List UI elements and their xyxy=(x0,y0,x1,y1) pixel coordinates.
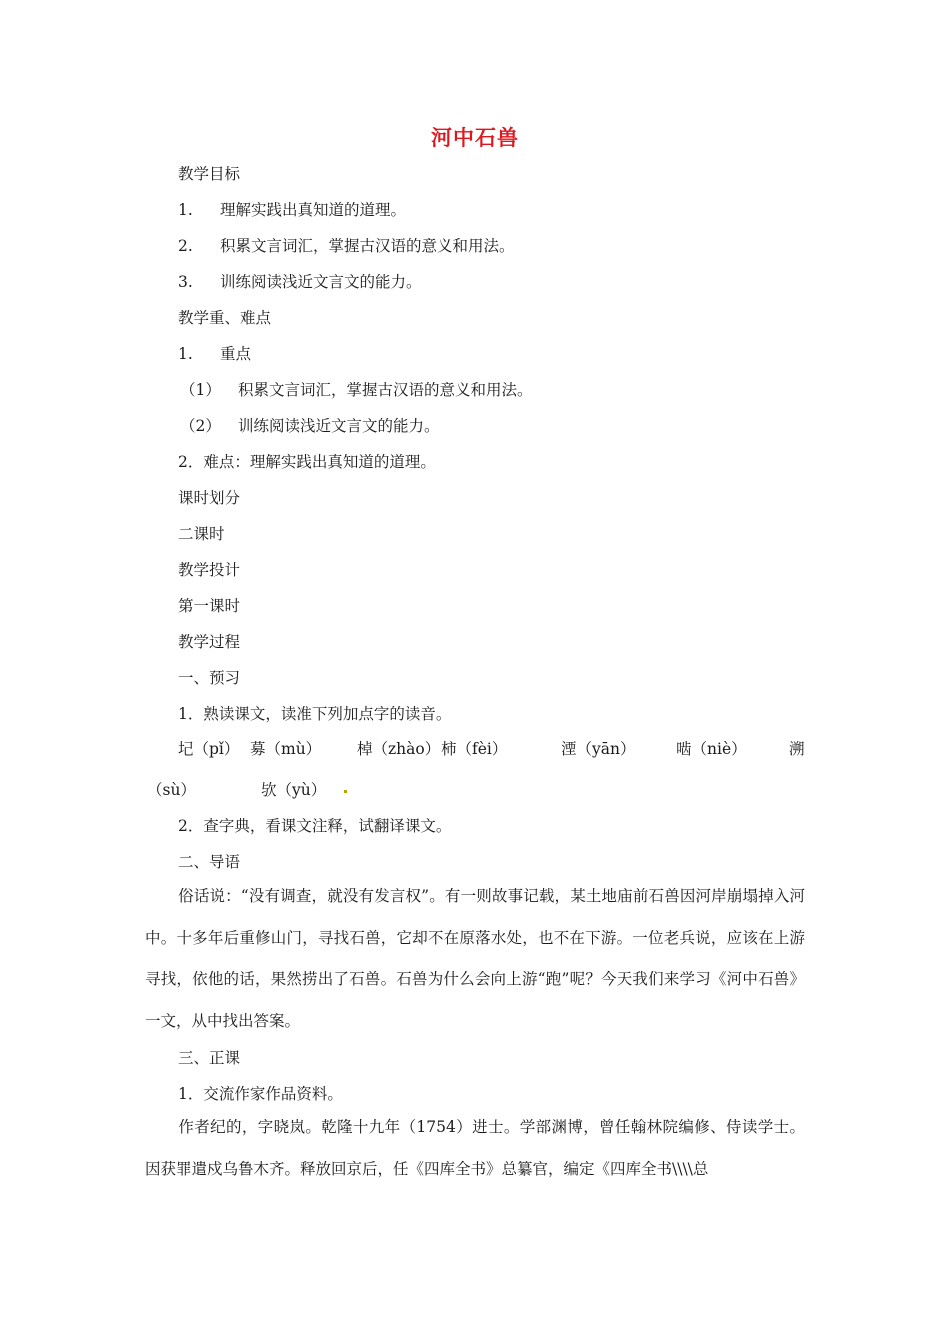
key-point-1 xyxy=(178,344,251,364)
section-teaching-goals: 教学目标 xyxy=(178,165,241,183)
pinyin-item xyxy=(261,780,349,800)
pinyin-item: 湮（yān） xyxy=(561,740,636,758)
goal-3-number: 3. xyxy=(178,273,193,291)
key-point-1b-number: （2） xyxy=(180,417,221,435)
section-period: 课时划分 xyxy=(178,489,241,507)
section-preview: 一、预习 xyxy=(178,669,241,687)
pinyin-item: （sù） xyxy=(147,781,196,799)
pinyin-item: 圮（pǐ） xyxy=(178,740,240,758)
pinyin-item-text: 欤（yù） xyxy=(261,781,327,799)
goal-1-text: 理解实践出真知道的道理。 xyxy=(220,201,407,219)
section-key-points: 教学重、难点 xyxy=(178,309,272,327)
difficult-point: 2．难点：理解实践出真知道的道理。 xyxy=(178,453,436,471)
document-title: 河中石兽 xyxy=(431,126,519,150)
pinyin-item: 溯 xyxy=(789,740,805,758)
period-count: 二课时 xyxy=(178,525,225,543)
introduction-paragraph xyxy=(145,876,805,1042)
goal-2-number: 2. xyxy=(178,237,193,255)
goal-3 xyxy=(178,272,422,292)
section-introduction: 二、导语 xyxy=(178,853,241,871)
process-heading: 教学过程 xyxy=(178,633,241,651)
section-design: 教学投计 xyxy=(178,561,241,579)
goal-2 xyxy=(178,236,515,256)
lesson-heading: 第一课时 xyxy=(178,597,241,615)
pinyin-item: 棹（zhào） xyxy=(357,740,441,758)
introduction-text: 俗话说：“没有调查，就没有发言权”。有一则故事记载，某土地庙前石兽因河岸崩塌掉入河中。十多年后重修山门，寻找石兽，它却不在原落水处，也不在下游。一位老兵说，应该在上游寻找，依他的话，果然捞出了石兽。石兽为什么会向上游“跑”呢？今天我们来学习《河中石兽》一文，从中找出答案。 xyxy=(145,887,805,1030)
author-paragraph xyxy=(145,1107,805,1190)
key-point-1b xyxy=(180,416,440,436)
goal-1-number: 1. xyxy=(178,201,193,219)
key-point-1a-number: （1） xyxy=(180,381,221,399)
pinyin-item: 啮（niè） xyxy=(676,740,747,758)
key-point-1a xyxy=(180,380,533,400)
key-point-1b-text: 训练阅读浅近文言文的能力。 xyxy=(238,417,440,435)
goal-1 xyxy=(178,200,406,220)
goal-3-text: 训练阅读浅近文言文的能力。 xyxy=(220,273,422,291)
preview-task-2: 2．查字典，看课文注释，试翻译课文。 xyxy=(178,817,452,835)
key-point-1-text: 重点 xyxy=(220,345,252,363)
key-point-1-number: 1. xyxy=(178,345,193,363)
goal-2-text: 积累文言词汇，掌握古汉语的意义和用法。 xyxy=(220,237,515,255)
key-point-1a-text: 积累文言词汇，掌握古汉语的意义和用法。 xyxy=(238,381,533,399)
annotation-dot-icon xyxy=(344,790,347,793)
pinyin-item: 募（mù） xyxy=(250,740,322,758)
pinyin-item: 柿（fèi） xyxy=(441,740,508,758)
preview-task-1: 1．熟读课文，读准下列加点字的读音。 xyxy=(178,705,452,723)
main-task-1: 1．交流作家作品资料。 xyxy=(178,1085,343,1103)
author-text: 作者纪的，字晓岚。乾隆十九年（1754）进士。学部渊博，曾任翰林院编修、侍读学士。因获罪遣戍乌鲁木齐。释放回京后，任《四库全书》总纂官，编定《四库全书\\\\总 xyxy=(145,1118,805,1178)
section-main-lesson: 三、正课 xyxy=(178,1049,241,1067)
